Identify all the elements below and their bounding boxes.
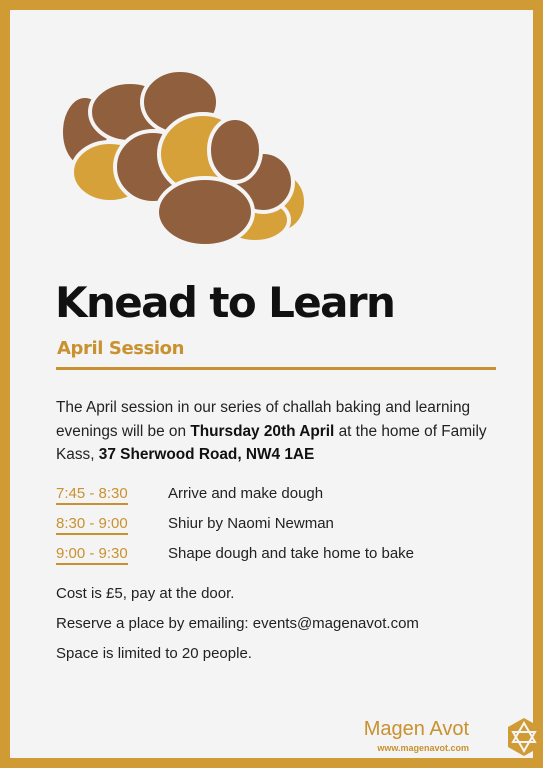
schedule-activity: Shape dough and take home to bake <box>168 545 415 562</box>
page-title: Knead to Learn <box>55 278 395 327</box>
schedule-time: 9:00 - 9:30 <box>56 545 128 565</box>
event-date: Thursday 20th April <box>190 422 335 440</box>
brand-name: Magen Avot <box>363 718 469 740</box>
notes <box>56 585 496 675</box>
schedule-activity: Shiur by Naomi Newman <box>168 515 334 532</box>
capacity-note: Space is limited to 20 people. <box>56 645 252 662</box>
challah-bread-icon <box>55 62 315 262</box>
event-address: 37 Sherwood Road, NW4 1AE <box>98 446 315 463</box>
intro-text: The April session in our series of challah baking and learning evenings will be on <box>56 399 471 440</box>
brand-url: www.magenavot.com <box>377 743 469 753</box>
intro-text-2: at the home of Family Kass, <box>56 422 487 463</box>
schedule-activity: Arrive and make dough <box>168 485 324 502</box>
schedule-time: 8:30 - 9:00 <box>56 515 128 535</box>
divider <box>56 367 496 370</box>
schedule-row <box>56 483 496 513</box>
poster <box>10 10 533 758</box>
cost-note: Cost is £5, pay at the door. <box>56 585 235 602</box>
star-of-david-logo-icon <box>506 717 542 757</box>
schedule <box>56 483 496 573</box>
page-subtitle: April Session <box>57 338 185 359</box>
reservation-note: Reserve a place by emailing: events@magenavot.com <box>56 615 419 632</box>
schedule-time: 7:45 - 8:30 <box>56 485 128 505</box>
schedule-row <box>56 513 496 543</box>
schedule-row <box>56 543 496 573</box>
intro-paragraph <box>56 396 496 467</box>
